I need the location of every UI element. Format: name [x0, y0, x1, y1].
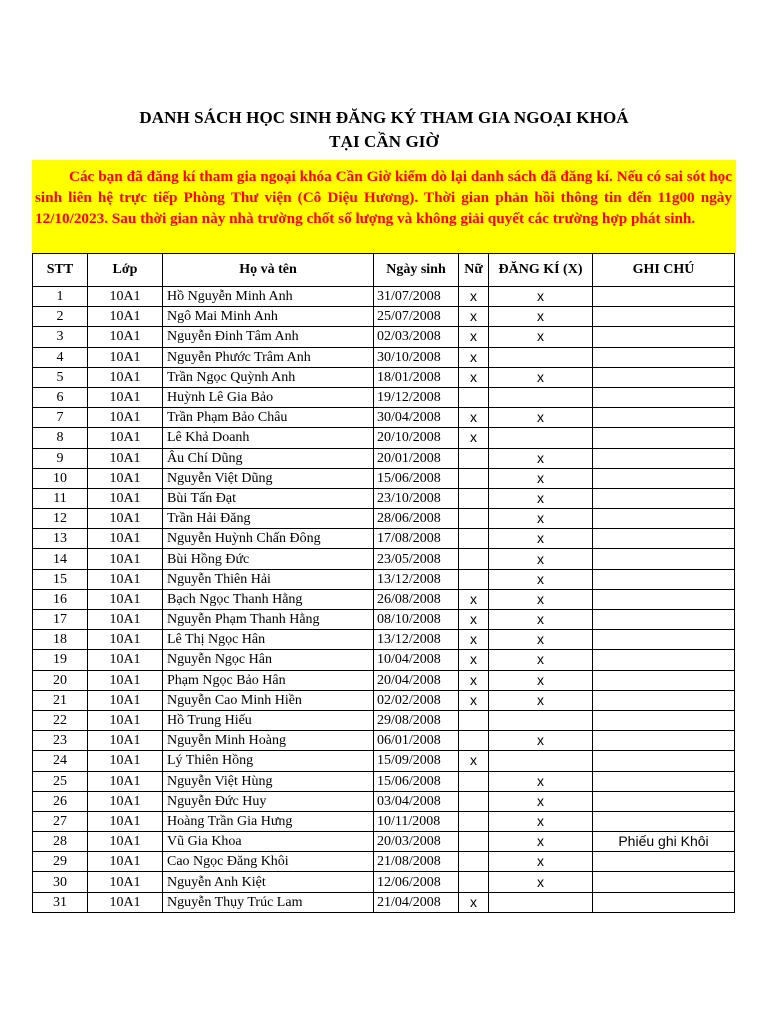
cell-date-of-birth: 23/05/2008 [374, 549, 459, 569]
cell-registered-mark: x [489, 630, 593, 650]
cell-registered-mark: x [489, 529, 593, 549]
cell-full-name: Nguyễn Anh Kiệt [163, 872, 374, 892]
table-row [33, 791, 735, 811]
cell-note [593, 690, 735, 710]
cell-class: 10A1 [88, 408, 163, 428]
table-row [33, 287, 735, 307]
cell-female-mark [459, 448, 489, 468]
table-row [33, 731, 735, 751]
table-row [33, 529, 735, 549]
cell-stt: 26 [33, 791, 88, 811]
cell-note [593, 488, 735, 508]
cell-full-name: Nguyễn Cao Minh Hiền [163, 690, 374, 710]
cell-stt: 23 [33, 731, 88, 751]
header-female: Nữ [459, 254, 489, 287]
cell-stt: 1 [33, 287, 88, 307]
cell-female-mark [459, 488, 489, 508]
table-row [33, 771, 735, 791]
cell-registered-mark [489, 710, 593, 730]
cell-class: 10A1 [88, 610, 163, 630]
cell-registered-mark: x [489, 650, 593, 670]
cell-female-mark: x [459, 650, 489, 670]
cell-registered-mark: x [489, 731, 593, 751]
cell-class: 10A1 [88, 468, 163, 488]
cell-registered-mark: x [489, 589, 593, 609]
cell-female-mark: x [459, 589, 489, 609]
cell-stt: 18 [33, 630, 88, 650]
cell-full-name: Lý Thiên Hồng [163, 751, 374, 771]
document-title: DANH SÁCH HỌC SINH ĐĂNG KÝ THAM GIA NGOẠI KHOÁ [139, 108, 629, 127]
cell-class: 10A1 [88, 569, 163, 589]
cell-date-of-birth: 12/06/2008 [374, 872, 459, 892]
cell-registered-mark: x [489, 852, 593, 872]
cell-stt: 19 [33, 650, 88, 670]
cell-full-name: Hồ Trung Hiếu [163, 710, 374, 730]
cell-class: 10A1 [88, 387, 163, 407]
cell-female-mark: x [459, 630, 489, 650]
cell-registered-mark: x [489, 791, 593, 811]
cell-date-of-birth: 20/10/2008 [374, 428, 459, 448]
cell-stt: 13 [33, 529, 88, 549]
cell-class: 10A1 [88, 347, 163, 367]
cell-date-of-birth: 10/11/2008 [374, 811, 459, 831]
cell-full-name: Nguyễn Ngọc Hân [163, 650, 374, 670]
cell-date-of-birth: 08/10/2008 [374, 610, 459, 630]
cell-full-name: Ngô Mai Minh Anh [163, 307, 374, 327]
cell-stt: 4 [33, 347, 88, 367]
cell-class: 10A1 [88, 791, 163, 811]
table-row [33, 832, 735, 852]
cell-female-mark [459, 811, 489, 831]
table-row [33, 710, 735, 730]
table-row [33, 670, 735, 690]
cell-note [593, 589, 735, 609]
cell-stt: 30 [33, 872, 88, 892]
cell-registered-mark [489, 347, 593, 367]
cell-stt: 24 [33, 751, 88, 771]
cell-date-of-birth: 10/04/2008 [374, 650, 459, 670]
cell-female-mark: x [459, 327, 489, 347]
cell-date-of-birth: 20/01/2008 [374, 448, 459, 468]
cell-note [593, 771, 735, 791]
cell-note [593, 387, 735, 407]
table-row [33, 448, 735, 468]
cell-note [593, 287, 735, 307]
cell-stt: 25 [33, 771, 88, 791]
cell-female-mark: x [459, 690, 489, 710]
cell-stt: 9 [33, 448, 88, 468]
cell-note: Phiếu ghi Khôi [593, 832, 735, 852]
table-row [33, 892, 735, 912]
table-row [33, 387, 735, 407]
table-row [33, 690, 735, 710]
cell-class: 10A1 [88, 630, 163, 650]
cell-full-name: Huỳnh Lê Gia Bảo [163, 387, 374, 407]
cell-registered-mark: x [489, 287, 593, 307]
cell-registered-mark: x [489, 832, 593, 852]
table-row [33, 811, 735, 831]
cell-full-name: Trần Ngọc Quỳnh Anh [163, 367, 374, 387]
cell-full-name: Trần Phạm Bảo Châu [163, 408, 374, 428]
cell-full-name: Âu Chí Dũng [163, 448, 374, 468]
cell-stt: 17 [33, 610, 88, 630]
cell-registered-mark: x [489, 872, 593, 892]
cell-date-of-birth: 25/07/2008 [374, 307, 459, 327]
cell-date-of-birth: 20/03/2008 [374, 832, 459, 852]
cell-full-name: Lê Thị Ngọc Hân [163, 630, 374, 650]
cell-registered-mark [489, 751, 593, 771]
cell-date-of-birth: 28/06/2008 [374, 509, 459, 529]
document-subtitle: TẠI CẦN GIỜ [329, 132, 439, 151]
cell-class: 10A1 [88, 731, 163, 751]
cell-registered-mark: x [489, 468, 593, 488]
cell-full-name: Nguyễn Thiên Hải [163, 569, 374, 589]
cell-note [593, 468, 735, 488]
cell-stt: 21 [33, 690, 88, 710]
cell-note [593, 307, 735, 327]
cell-registered-mark: x [489, 307, 593, 327]
table-row [33, 367, 735, 387]
cell-class: 10A1 [88, 327, 163, 347]
notice-banner: Các bạn đã đăng kí tham gia ngoại khóa Cần Giờ kiểm dò lại danh sách đã đăng kí. Nếu có sai sót học sinh liên hệ trực tiếp Phòng Thư viện (Cô Diệu Hương). Thời gian phản hồi thông tin đến 11g00 ngày 12/10/2023. Sau thời gian này nhà trường chốt số lượng và không giải quyết các trường hợp phát sinh. [32, 160, 736, 253]
cell-date-of-birth: 18/01/2008 [374, 367, 459, 387]
cell-class: 10A1 [88, 832, 163, 852]
cell-registered-mark: x [489, 327, 593, 347]
cell-date-of-birth: 23/10/2008 [374, 488, 459, 508]
cell-note [593, 852, 735, 872]
header-class: Lớp [88, 254, 163, 287]
table-row [33, 569, 735, 589]
cell-note [593, 549, 735, 569]
cell-date-of-birth: 19/12/2008 [374, 387, 459, 407]
cell-female-mark [459, 852, 489, 872]
cell-full-name: Cao Ngọc Đăng Khôi [163, 852, 374, 872]
cell-female-mark: x [459, 670, 489, 690]
cell-full-name: Nguyễn Minh Hoàng [163, 731, 374, 751]
cell-date-of-birth: 15/06/2008 [374, 771, 459, 791]
cell-date-of-birth: 21/08/2008 [374, 852, 459, 872]
cell-note [593, 751, 735, 771]
cell-female-mark: x [459, 347, 489, 367]
cell-stt: 20 [33, 670, 88, 690]
cell-full-name: Nguyễn Huỳnh Chấn Đông [163, 529, 374, 549]
cell-stt: 12 [33, 509, 88, 529]
cell-date-of-birth: 30/10/2008 [374, 347, 459, 367]
cell-note [593, 428, 735, 448]
cell-full-name: Bùi Hồng Đức [163, 549, 374, 569]
table-row [33, 549, 735, 569]
cell-note [593, 408, 735, 428]
cell-date-of-birth: 26/08/2008 [374, 589, 459, 609]
cell-date-of-birth: 15/06/2008 [374, 468, 459, 488]
cell-date-of-birth: 13/12/2008 [374, 569, 459, 589]
table-row [33, 589, 735, 609]
cell-stt: 2 [33, 307, 88, 327]
cell-female-mark [459, 710, 489, 730]
cell-class: 10A1 [88, 771, 163, 791]
table-row [33, 630, 735, 650]
cell-note [593, 448, 735, 468]
table-row [33, 428, 735, 448]
cell-stt: 3 [33, 327, 88, 347]
table-row [33, 488, 735, 508]
cell-female-mark: x [459, 367, 489, 387]
cell-class: 10A1 [88, 367, 163, 387]
cell-female-mark: x [459, 428, 489, 448]
cell-date-of-birth: 30/04/2008 [374, 408, 459, 428]
cell-female-mark: x [459, 610, 489, 630]
table-row [33, 610, 735, 630]
cell-registered-mark [489, 428, 593, 448]
cell-female-mark [459, 731, 489, 751]
table-body [33, 287, 735, 913]
cell-full-name: Nguyễn Đức Huy [163, 791, 374, 811]
cell-stt: 22 [33, 710, 88, 730]
cell-stt: 28 [33, 832, 88, 852]
cell-class: 10A1 [88, 529, 163, 549]
cell-full-name: Vũ Gia Khoa [163, 832, 374, 852]
cell-date-of-birth: 17/08/2008 [374, 529, 459, 549]
cell-full-name: Trần Hải Đăng [163, 509, 374, 529]
table-row [33, 307, 735, 327]
cell-full-name: Nguyễn Việt Hùng [163, 771, 374, 791]
cell-female-mark [459, 791, 489, 811]
cell-full-name: Bạch Ngọc Thanh Hằng [163, 589, 374, 609]
cell-date-of-birth: 06/01/2008 [374, 731, 459, 751]
cell-female-mark [459, 569, 489, 589]
cell-stt: 5 [33, 367, 88, 387]
cell-note [593, 347, 735, 367]
cell-class: 10A1 [88, 448, 163, 468]
cell-stt: 7 [33, 408, 88, 428]
cell-class: 10A1 [88, 650, 163, 670]
cell-class: 10A1 [88, 751, 163, 771]
cell-class: 10A1 [88, 852, 163, 872]
cell-stt: 11 [33, 488, 88, 508]
cell-date-of-birth: 02/03/2008 [374, 327, 459, 347]
cell-registered-mark: x [489, 670, 593, 690]
cell-date-of-birth: 31/07/2008 [374, 287, 459, 307]
cell-class: 10A1 [88, 428, 163, 448]
cell-registered-mark [489, 387, 593, 407]
cell-date-of-birth: 29/08/2008 [374, 710, 459, 730]
cell-female-mark: x [459, 287, 489, 307]
cell-note [593, 892, 735, 912]
cell-full-name: Lê Khả Doanh [163, 428, 374, 448]
cell-note [593, 872, 735, 892]
cell-note [593, 630, 735, 650]
cell-class: 10A1 [88, 488, 163, 508]
cell-full-name: Hồ Nguyễn Minh Anh [163, 287, 374, 307]
cell-date-of-birth: 03/04/2008 [374, 791, 459, 811]
cell-note [593, 791, 735, 811]
cell-registered-mark: x [489, 448, 593, 468]
cell-female-mark [459, 771, 489, 791]
cell-note [593, 710, 735, 730]
cell-registered-mark: x [489, 569, 593, 589]
cell-registered-mark: x [489, 690, 593, 710]
cell-registered-mark: x [489, 408, 593, 428]
cell-female-mark [459, 549, 489, 569]
cell-female-mark: x [459, 408, 489, 428]
cell-registered-mark: x [489, 610, 593, 630]
cell-female-mark: x [459, 892, 489, 912]
cell-note [593, 367, 735, 387]
cell-class: 10A1 [88, 549, 163, 569]
cell-full-name: Nguyễn Đinh Tâm Anh [163, 327, 374, 347]
cell-date-of-birth: 21/04/2008 [374, 892, 459, 912]
cell-female-mark [459, 509, 489, 529]
cell-class: 10A1 [88, 589, 163, 609]
cell-stt: 8 [33, 428, 88, 448]
cell-class: 10A1 [88, 287, 163, 307]
cell-date-of-birth: 13/12/2008 [374, 630, 459, 650]
student-roster-table [32, 253, 735, 913]
table-row [33, 509, 735, 529]
cell-full-name: Phạm Ngọc Bảo Hân [163, 670, 374, 690]
cell-note [593, 509, 735, 529]
cell-note [593, 731, 735, 751]
table-header-row [33, 254, 735, 287]
cell-female-mark [459, 468, 489, 488]
cell-stt: 16 [33, 589, 88, 609]
cell-full-name: Nguyễn Việt Dũng [163, 468, 374, 488]
header-registered: ĐĂNG KÍ (X) [489, 254, 593, 287]
cell-class: 10A1 [88, 710, 163, 730]
cell-note [593, 670, 735, 690]
cell-female-mark [459, 872, 489, 892]
cell-class: 10A1 [88, 872, 163, 892]
cell-note [593, 650, 735, 670]
cell-stt: 31 [33, 892, 88, 912]
cell-female-mark: x [459, 751, 489, 771]
cell-female-mark [459, 832, 489, 852]
cell-note [593, 529, 735, 549]
table-row [33, 468, 735, 488]
cell-stt: 14 [33, 549, 88, 569]
cell-note [593, 327, 735, 347]
table-row [33, 347, 735, 367]
cell-full-name: Nguyễn Thụy Trúc Lam [163, 892, 374, 912]
cell-registered-mark: x [489, 771, 593, 791]
cell-registered-mark [489, 892, 593, 912]
cell-stt: 10 [33, 468, 88, 488]
table-row [33, 751, 735, 771]
cell-female-mark [459, 387, 489, 407]
cell-class: 10A1 [88, 892, 163, 912]
cell-date-of-birth: 20/04/2008 [374, 670, 459, 690]
cell-female-mark: x [459, 307, 489, 327]
table-row [33, 327, 735, 347]
cell-class: 10A1 [88, 690, 163, 710]
cell-stt: 27 [33, 811, 88, 831]
cell-registered-mark: x [489, 811, 593, 831]
cell-stt: 29 [33, 852, 88, 872]
cell-full-name: Bùi Tấn Đạt [163, 488, 374, 508]
header-stt: STT [33, 254, 88, 287]
header-notes: GHI CHÚ [593, 254, 735, 287]
cell-female-mark [459, 529, 489, 549]
table-row [33, 852, 735, 872]
cell-registered-mark: x [489, 509, 593, 529]
cell-full-name: Hoàng Trần Gia Hưng [163, 811, 374, 831]
cell-registered-mark: x [489, 549, 593, 569]
cell-note [593, 610, 735, 630]
cell-class: 10A1 [88, 670, 163, 690]
cell-date-of-birth: 15/09/2008 [374, 751, 459, 771]
cell-stt: 15 [33, 569, 88, 589]
cell-class: 10A1 [88, 307, 163, 327]
cell-date-of-birth: 02/02/2008 [374, 690, 459, 710]
cell-note [593, 811, 735, 831]
cell-registered-mark: x [489, 367, 593, 387]
cell-full-name: Nguyễn Phạm Thanh Hằng [163, 610, 374, 630]
cell-registered-mark: x [489, 488, 593, 508]
cell-full-name: Nguyễn Phước Trâm Anh [163, 347, 374, 367]
header-full-name: Họ và tên [163, 254, 374, 287]
table-row [33, 408, 735, 428]
table-row [33, 872, 735, 892]
cell-class: 10A1 [88, 509, 163, 529]
table-row [33, 650, 735, 670]
cell-note [593, 569, 735, 589]
header-date-of-birth: Ngày sinh [374, 254, 459, 287]
cell-class: 10A1 [88, 811, 163, 831]
cell-stt: 6 [33, 387, 88, 407]
